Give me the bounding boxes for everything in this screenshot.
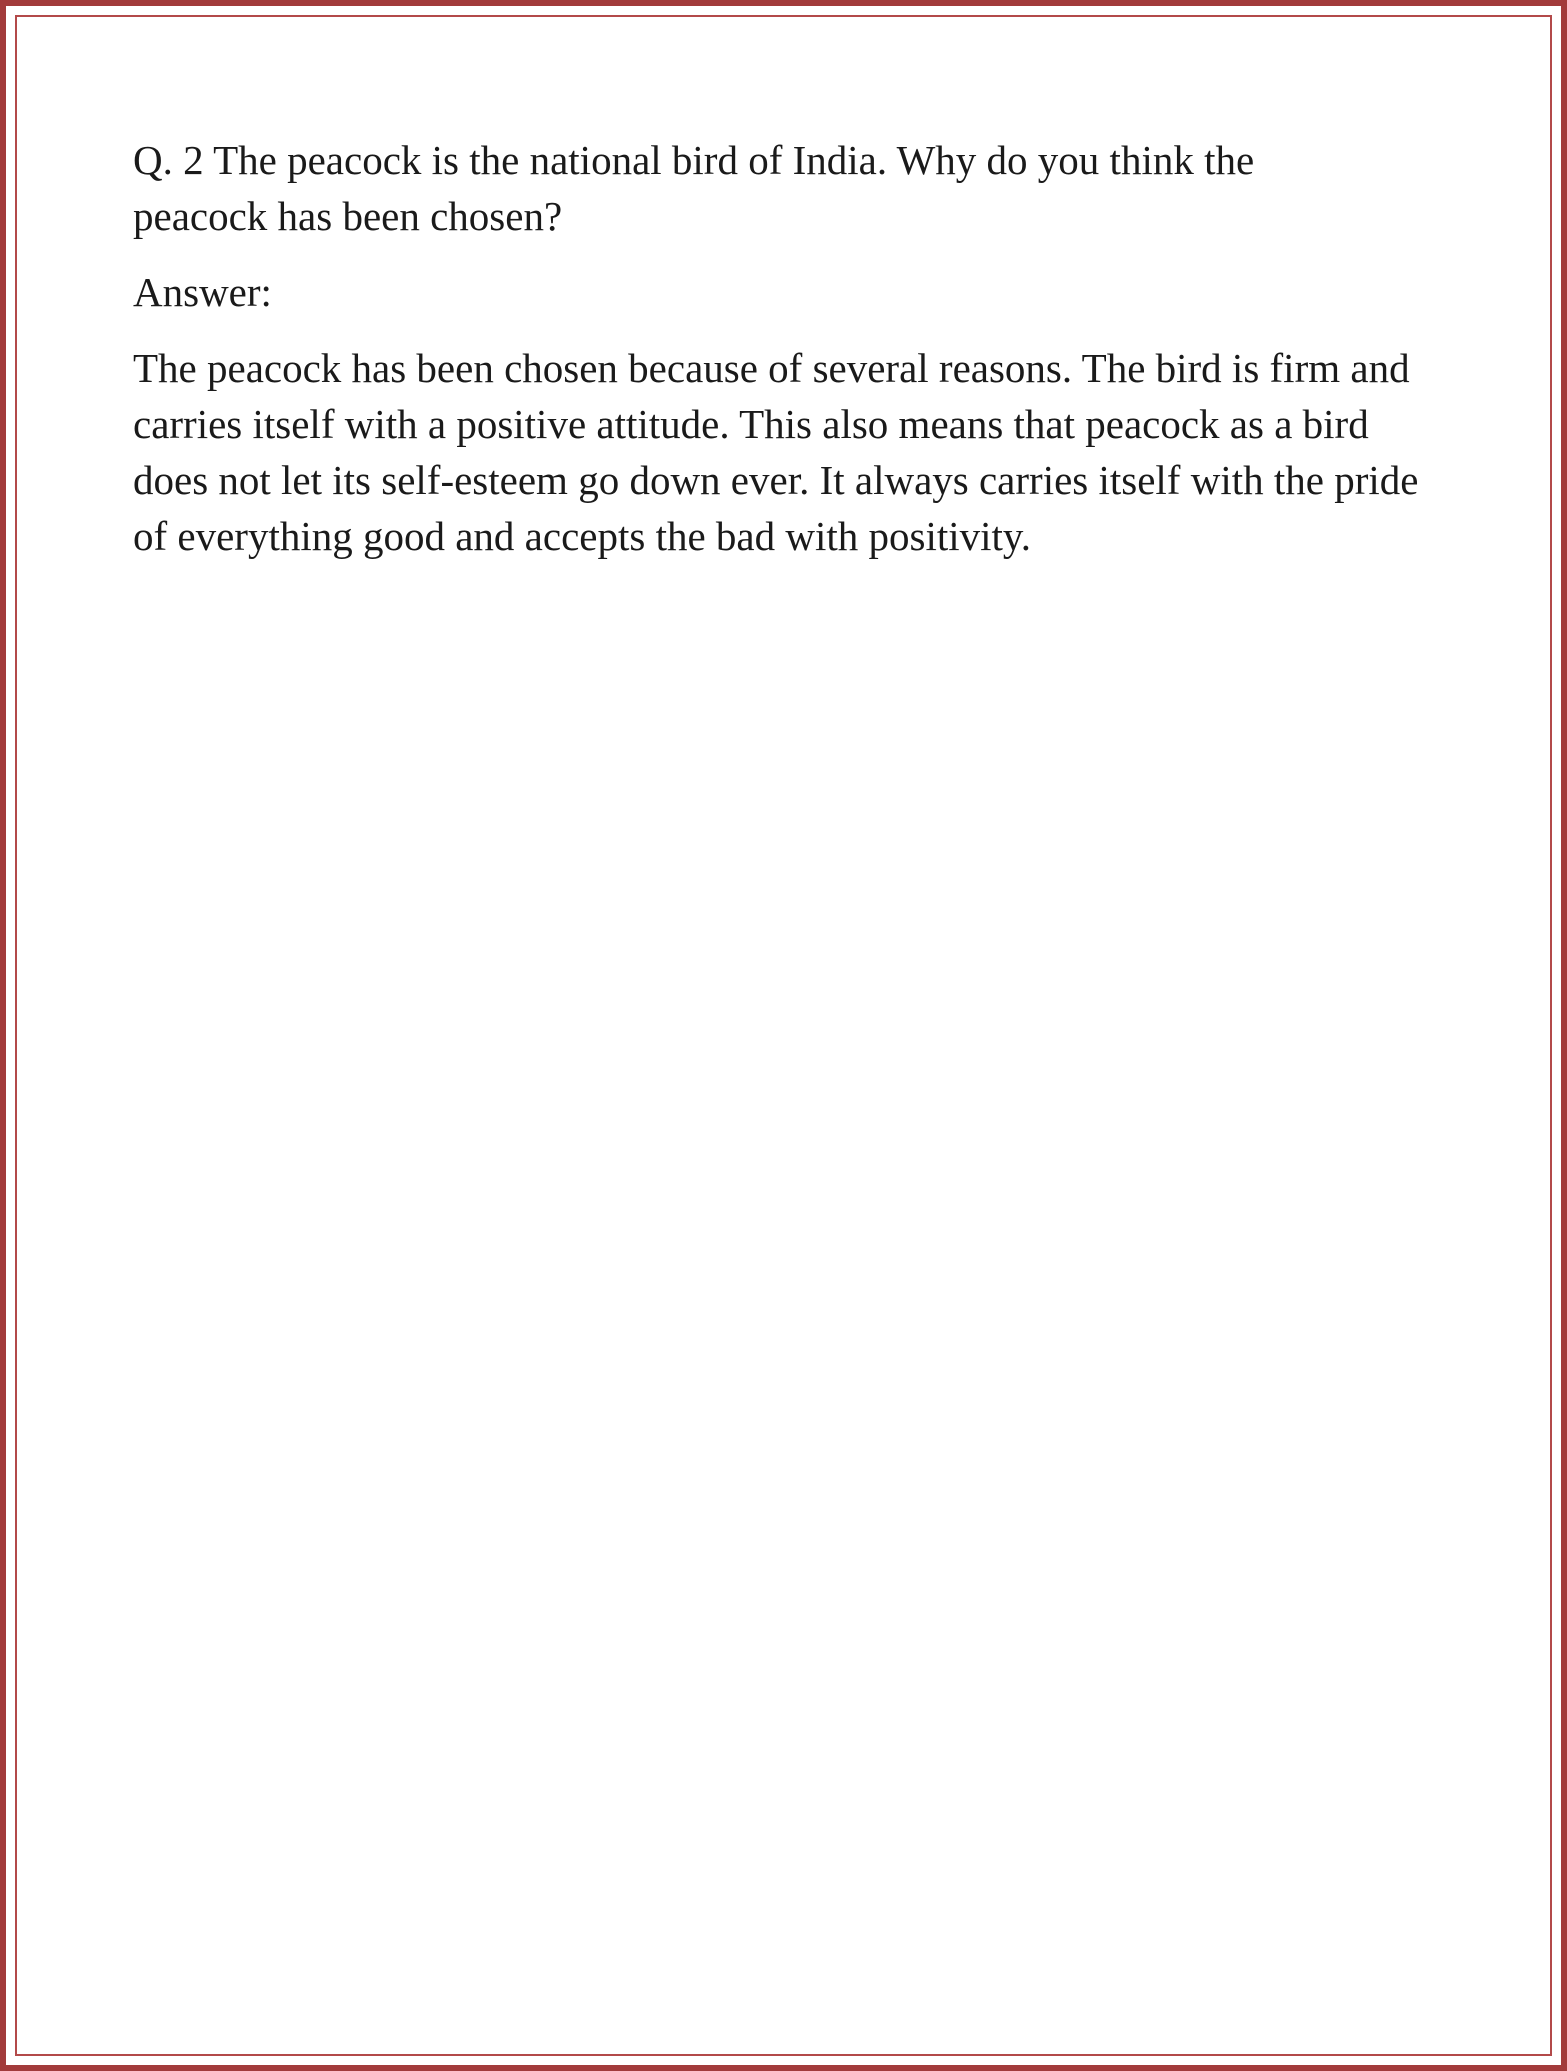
answer-text: The peacock has been chosen because of several reasons. The bird is firm and carries itself with a positive attitude. This also means that peacock as a bird does not let its self-esteem go down ever. It always carries itself with the pride of everything good and accepts the bad with positivity. [133,345,1419,559]
document-content [133,132,1453,564]
question-text: Q. 2 The peacock is the national bird of India. Why do you think the peacock has been chosen? [133,137,1255,239]
answer-label: Answer: [133,269,272,315]
